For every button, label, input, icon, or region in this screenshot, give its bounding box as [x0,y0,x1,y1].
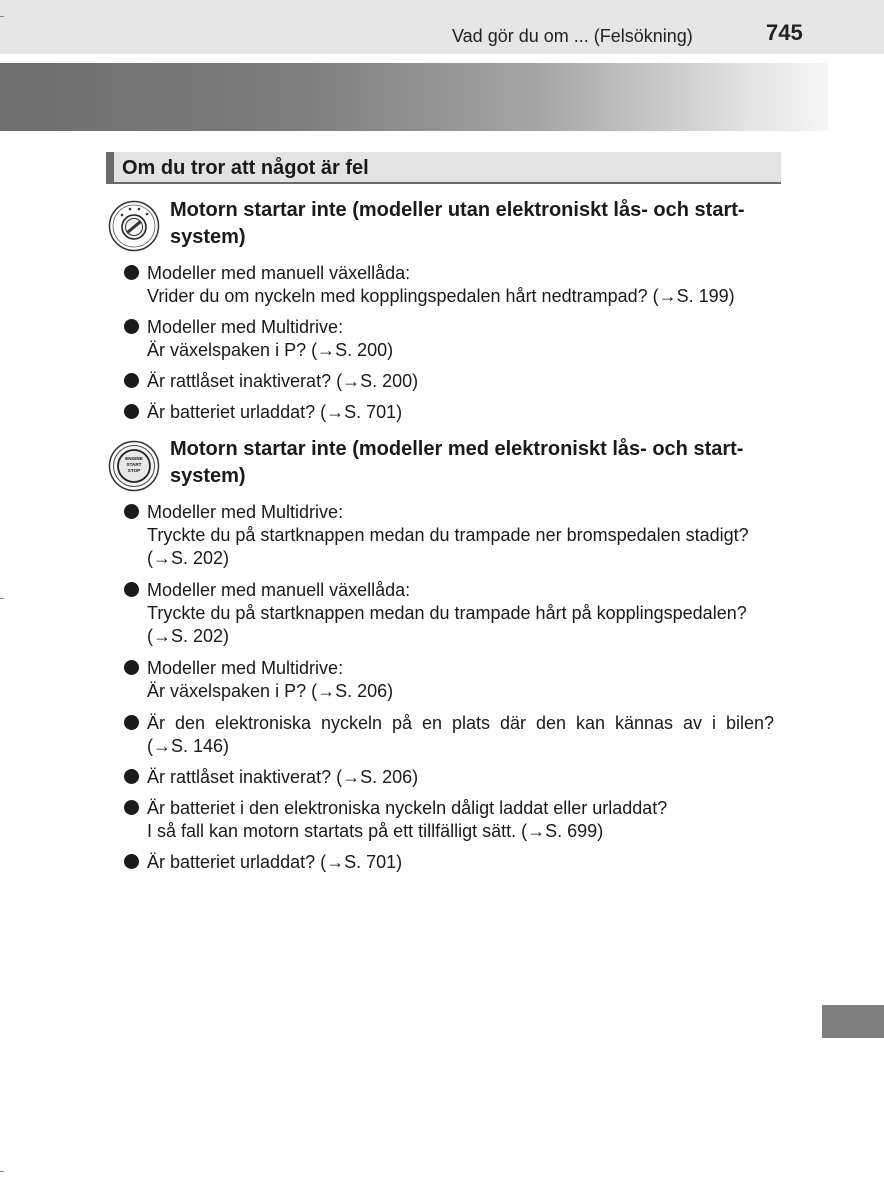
subsection-title [170,197,782,251]
subsection-title-line: system) [170,465,246,487]
item-text: (→S. 146) [147,736,230,756]
page-number: 745 [766,20,803,45]
chapter-banner [0,63,828,131]
item-text: Är batteriet urladdat? (→S. 701) [147,402,403,422]
item-text: Modeller med Multidrive: [147,658,344,678]
engine-start-stop-button-icon [108,440,160,492]
bullet [124,769,139,784]
item-text: Tryckte du på startknappen medan du trampade hårt på kopplingspedalen? [147,603,747,623]
item-text: Är rattlåset inaktiverat? (→S. 200) [147,371,419,391]
crop-mark [0,16,4,17]
item-text: Är den elektroniska nyckeln på en plats där den kan kännas av i bilen? [147,713,774,733]
item-text: I så fall kan motorn startats på ett tillfälligt sätt. (→S. 699) [147,821,604,841]
ignition-key-icon [108,200,160,252]
item-text: Modeller med manuell växellåda: [147,263,411,283]
bullet [124,715,139,730]
bullet [124,582,139,597]
bullet [124,319,139,334]
bullet [124,504,139,519]
item-text: Är batteriet urladdat? (→S. 701) [147,852,403,872]
bullet [124,404,139,419]
item-text: (→S. 202) [147,626,230,646]
item-text: Modeller med Multidrive: [147,502,344,522]
item-text: Modeller med Multidrive: [147,317,344,337]
item-text: Är växelspaken i P? (→S. 200) [147,340,394,360]
subsection-title-line: Motorn startar inte (modeller utan elektroniskt lås- och start- [170,199,745,221]
item-text: Modeller med manuell växellåda: [147,580,411,600]
icon-label: START [126,462,142,467]
bullet [124,660,139,675]
bullet [124,373,139,388]
section-title: Om du tror att något är fel [122,157,369,179]
item-text: Vrider du om nyckeln med kopplingspedalen hårt nedtrampad? (→S. 199) [147,286,735,306]
subsection-title [170,436,782,490]
crop-mark [0,1171,4,1172]
bullet [124,854,139,869]
item-text: (→S. 202) [147,548,230,568]
icon-label: STOP [127,468,141,473]
bullet [124,265,139,280]
bullet [124,800,139,815]
icon-label: ENGINE [125,456,143,461]
item-text: Är växelspaken i P? (→S. 206) [147,681,394,701]
item-text: Är batteriet i den elektroniska nyckeln dåligt laddat eller urladdat? [147,798,668,818]
subsection-title-line: system) [170,226,246,248]
page-header [0,0,884,54]
running-header-title: Vad gör du om ... (Felsökning) [452,26,693,46]
chapter-tab [822,1005,884,1038]
section-header [106,152,781,184]
item-text: Är rattlåset inaktiverat? (→S. 206) [147,767,419,787]
item-text: Tryckte du på startknappen medan du trampade ner bromspedalen stadigt? [147,525,749,545]
subsection-title-line: Motorn startar inte (modeller med elektroniskt lås- och start- [170,438,744,460]
crop-mark [0,598,4,599]
